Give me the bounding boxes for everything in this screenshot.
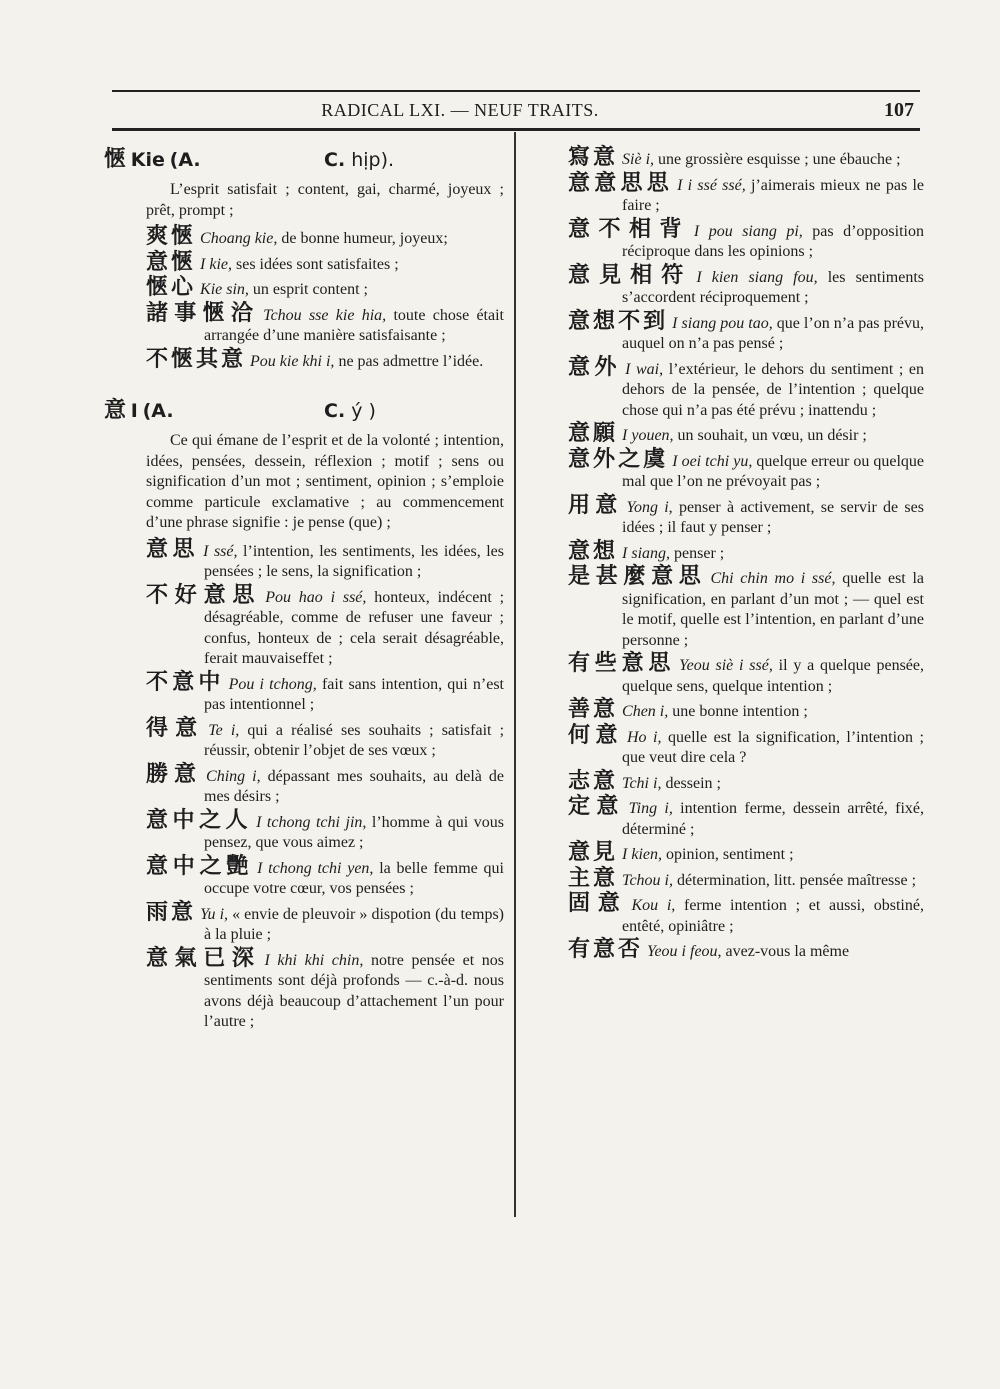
subentry bbox=[104, 582, 505, 670]
subentry bbox=[104, 853, 504, 900]
subentry-characters: 用意 bbox=[568, 492, 623, 518]
subentry-romanization: I tchong tchi yen, bbox=[257, 859, 374, 877]
subentry-characters: 意外 bbox=[568, 354, 622, 380]
headword-character: 愜 bbox=[104, 147, 127, 172]
subentry-characters: 意見相符 bbox=[568, 262, 693, 288]
annamite-reading bbox=[324, 148, 394, 172]
subentry-romanization: Choang kie, bbox=[200, 230, 278, 247]
subentry-romanization: Yeou siè i ssé, bbox=[679, 657, 773, 674]
subentry-list bbox=[104, 536, 505, 1033]
subentry-romanization: I wai, bbox=[625, 360, 664, 378]
subentry-characters: 意願 bbox=[568, 421, 619, 446]
subentry-characters: 意中之人 bbox=[146, 807, 253, 833]
subentry-characters: 意意思思 bbox=[568, 170, 674, 196]
subentry-gloss: qui a réalisé ses souhaits ; satisfait ; réussir, obtenir l’objet de ses vœux ; bbox=[204, 721, 505, 759]
headword-i bbox=[104, 399, 504, 425]
subentry-characters: 意見 bbox=[568, 840, 619, 865]
subentry-gloss: ferme intention ; et aussi, obstiné, entêté, opiniâtre ; bbox=[622, 897, 924, 935]
page-number: 107 bbox=[884, 99, 914, 121]
subentry-romanization: I pou siang pi, bbox=[693, 222, 803, 240]
subentry bbox=[568, 937, 924, 963]
subentry-characters: 意中之艷 bbox=[146, 853, 254, 879]
subentry bbox=[104, 275, 504, 301]
headword-kie bbox=[104, 148, 504, 174]
subentry-characters: 善意 bbox=[568, 697, 619, 722]
subentry-romanization: I kien siang fou, bbox=[696, 268, 818, 286]
subentry-romanization: I youen, bbox=[622, 427, 674, 444]
subentry-gloss: penser ; bbox=[674, 544, 725, 562]
subentry-gloss: l’extérieur, le dehors du sentiment ; en dehors de la pensée, de l’intention ; quelque chose qui n’a pas été prévu ; inattendu ; bbox=[622, 360, 924, 419]
annamite-reading bbox=[324, 399, 376, 423]
subentry bbox=[568, 262, 925, 309]
running-header: RADICAL LXI. — NEUF TRAITS. bbox=[321, 100, 599, 120]
subentry-gloss: j’aimerais mieux ne pas le faire ; bbox=[622, 176, 924, 214]
subentry bbox=[104, 761, 504, 808]
subentry-gloss: avez-vous la même bbox=[725, 943, 850, 960]
subentry-romanization: I siang, bbox=[622, 544, 671, 562]
subentry-gloss: la belle femme qui occupe votre cœur, vos pensées ; bbox=[204, 859, 504, 897]
subentry-gloss: il y a quelque pensée, quelque sens, quelque intention ; bbox=[622, 657, 924, 695]
subentry-gloss: dépassant mes souhaits, au delà de mes désirs ; bbox=[204, 767, 504, 805]
subentry-characters: 寫意 bbox=[568, 145, 619, 170]
subentry bbox=[568, 446, 925, 493]
annamite-prefix: (A. bbox=[169, 149, 201, 171]
subentry bbox=[568, 865, 924, 892]
subentry bbox=[568, 768, 924, 795]
subentry-gloss: quelle est la signification, en parlant d’un mot ; — quel est le motif, quelle est l’intention, en parlant d’une personne ; bbox=[622, 570, 924, 649]
subentry-gloss: toute chose était arrangée d’une manière satisfaisante ; bbox=[204, 306, 504, 344]
subentry-characters: 意思 bbox=[146, 536, 200, 562]
subentry bbox=[568, 564, 924, 651]
subentry-gloss: un esprit content ; bbox=[252, 281, 368, 298]
subentry-gloss: intention ferme, dessein arrêté, fixé, déterminé ; bbox=[622, 800, 924, 838]
subentry-characters: 定意 bbox=[568, 794, 625, 819]
subentry-gloss: l’homme à qui vous pensez, que vous aimez ; bbox=[204, 813, 504, 851]
subentry bbox=[104, 715, 505, 762]
annamite-value: ý ) bbox=[351, 400, 376, 422]
subentry-characters: 是甚麼意思 bbox=[568, 564, 707, 589]
subentry-gloss: de bonne humeur, joyeux; bbox=[281, 230, 448, 247]
subentry bbox=[568, 651, 924, 697]
subentry-characters: 爽愜 bbox=[146, 224, 197, 249]
subentry bbox=[568, 170, 924, 217]
subentry-romanization: Chen i, bbox=[622, 703, 669, 720]
subentry bbox=[104, 346, 504, 373]
subentry bbox=[568, 421, 924, 447]
annamite-c-label: C. bbox=[324, 149, 346, 171]
subentry-characters: 主意 bbox=[568, 865, 619, 891]
subentry-gloss: l’intention, les sentiments, les idées, les pensées ; le sens, la signification ; bbox=[204, 542, 505, 580]
subentry-gloss: pas d’opposition réciproque dans les opinions ; bbox=[622, 222, 924, 260]
subentry-romanization: Tchou i, bbox=[622, 871, 673, 889]
headword-character: 意 bbox=[104, 398, 127, 423]
subentry-characters: 得意 bbox=[146, 715, 205, 741]
subentry-romanization: I ssé, bbox=[203, 542, 238, 560]
subentry bbox=[104, 224, 504, 250]
subentry-romanization: Ho i, bbox=[627, 728, 662, 746]
subentry-characters: 諸事愜洽 bbox=[146, 300, 260, 326]
column-divider bbox=[514, 132, 516, 1217]
subentry-gloss: une grossière esquisse ; une ébauche ; bbox=[658, 151, 901, 168]
subentry-romanization: I siang pou tao, bbox=[672, 314, 773, 332]
subentry-gloss: fait sans intention, qui n’est pas intentionnel ; bbox=[204, 675, 505, 713]
subentry-romanization: I oei tchi yu, bbox=[672, 452, 753, 470]
subentry-list bbox=[568, 145, 925, 963]
subentry bbox=[568, 492, 924, 539]
subentry-gloss: ne pas admettre l’idée. bbox=[338, 352, 484, 370]
subentry-romanization: Chi chin mo i ssé, bbox=[710, 570, 836, 587]
subentry bbox=[104, 669, 505, 716]
subentry bbox=[568, 308, 924, 355]
left-column bbox=[104, 148, 504, 1036]
subentry-romanization: Tchi i, bbox=[622, 774, 662, 792]
subentry-romanization: Pou i tchong, bbox=[228, 675, 317, 693]
subentry-characters: 雨意 bbox=[146, 899, 197, 925]
subentry bbox=[568, 354, 924, 422]
subentry-romanization: Pou kie khi i, bbox=[250, 352, 335, 370]
subentry-romanization: Tchou sse kie hia, bbox=[263, 306, 387, 324]
right-column bbox=[568, 145, 925, 966]
subentry bbox=[568, 840, 924, 866]
subentry-characters: 固意 bbox=[568, 891, 628, 916]
subentry-characters: 不意中 bbox=[146, 669, 225, 695]
subentry-gloss: opinion, sentiment ; bbox=[666, 846, 794, 863]
subentry-characters: 勝意 bbox=[146, 761, 203, 787]
subentry bbox=[104, 807, 504, 854]
subentry-characters: 何意 bbox=[568, 722, 623, 748]
subentry bbox=[568, 697, 924, 723]
subentry-characters: 意外之虞 bbox=[568, 446, 669, 472]
subentry-romanization: Yeou i feou, bbox=[647, 943, 722, 960]
subentry-romanization: Kou i, bbox=[631, 897, 676, 914]
subentry-romanization: I kie, bbox=[200, 255, 232, 273]
subentry-romanization: Ching i, bbox=[206, 767, 261, 785]
annamite-value: hịp). bbox=[351, 149, 395, 171]
subentry bbox=[568, 538, 924, 565]
annamite-prefix: (A. bbox=[142, 400, 174, 422]
definition: L’esprit satisfait ; content, gai, charmé, joyeux ; prêt, prompt ; bbox=[146, 181, 504, 219]
subentry bbox=[568, 145, 924, 171]
subentry-characters: 意不相背 bbox=[568, 216, 690, 242]
subentry-romanization: Ting i, bbox=[628, 800, 673, 817]
subentry-romanization: I i ssé ssé, bbox=[677, 176, 746, 194]
subentry bbox=[104, 899, 504, 946]
subentry-characters: 意愜 bbox=[146, 249, 197, 275]
subentry-gloss: notre pensée et nos sentiments sont déjà profonds — c.-à-d. nous avons déjà beaucoup d’attachement l’un pour l’autre ; bbox=[204, 951, 504, 1030]
subentry bbox=[568, 216, 924, 263]
subentry-characters: 意想 bbox=[568, 538, 619, 564]
subentry-romanization: Pou hao i ssé, bbox=[265, 588, 367, 606]
subentry-gloss: quelle est la signification, l’intention ; que veut dire cela ? bbox=[622, 728, 924, 766]
subentry-list bbox=[104, 224, 504, 372]
definition: Ce qui émane de l’esprit et de la volonté ; intention, idées, pensées, dessein, réflexion ; motif ; sens ou signification d’un mot ; sentiment, opinion ; s’emploie comme particule exclamative ; au commencement d’une phrase signifie : je pense (que) ; bbox=[146, 432, 504, 531]
headword-romanization: Kie bbox=[130, 149, 165, 171]
subentry-gloss: ses idées sont satisfaites ; bbox=[236, 255, 399, 273]
subentry-gloss: détermination, litt. pensée maîtresse ; bbox=[677, 871, 917, 889]
headword-romanization: I bbox=[130, 400, 138, 422]
subentry-romanization: Kie sin, bbox=[200, 281, 249, 298]
subentry-gloss: quelque erreur ou quelque mal que l’on ne prévoyait pas ; bbox=[622, 452, 925, 490]
subentry-romanization: I khi khi chin, bbox=[264, 951, 364, 969]
header-rule bbox=[112, 128, 920, 131]
subentry-romanization: I kien, bbox=[622, 846, 662, 863]
subentry-characters: 不愜其意 bbox=[146, 346, 247, 372]
subentry bbox=[104, 536, 505, 583]
subentry-gloss: que l’on n’a pas prévu, auquel on n’a pas pensé ; bbox=[622, 314, 924, 352]
subentry-romanization: Yu i, bbox=[200, 905, 229, 923]
subentry-characters: 不好意思 bbox=[146, 582, 262, 608]
subentry-romanization: Yong i, bbox=[626, 498, 673, 516]
subentry-gloss: un souhait, un vœu, un désir ; bbox=[677, 427, 867, 444]
subentry bbox=[104, 300, 504, 347]
subentry-gloss: honteux, indécent ; désagréable, comme de refuser une faveur ; confus, honteux de ; cela serait désagréable, ferait mauvaiseffet ; bbox=[204, 588, 505, 667]
subentry-characters: 有意否 bbox=[568, 937, 644, 962]
subentry-gloss: les sentiments s’accordent réciproquement ; bbox=[622, 268, 925, 306]
subentry bbox=[104, 249, 504, 276]
subentry bbox=[568, 722, 924, 769]
entry-spacer bbox=[104, 375, 504, 399]
subentry-gloss: « envie de pleuvoir » dispotion (du temps) à la pluie ; bbox=[204, 905, 504, 943]
subentry-gloss: une bonne intention ; bbox=[672, 703, 808, 720]
subentry bbox=[568, 891, 924, 937]
subentry-characters: 有些意思 bbox=[568, 651, 676, 676]
subentry-characters: 意想不到 bbox=[568, 308, 669, 334]
annamite-c-label: C. bbox=[324, 400, 346, 422]
subentry-gloss: dessein ; bbox=[665, 774, 721, 792]
subentry-characters: 志意 bbox=[568, 768, 619, 794]
subentry-romanization: Te i, bbox=[208, 721, 240, 739]
subentry bbox=[104, 945, 504, 1033]
subentry-romanization: Siè i, bbox=[622, 151, 655, 168]
subentry bbox=[568, 794, 924, 840]
subentry-characters: 愜心 bbox=[146, 275, 197, 300]
top-rule bbox=[112, 90, 920, 92]
subentry-characters: 意氣已深 bbox=[146, 945, 261, 971]
subentry-romanization: I tchong tchi jin, bbox=[256, 813, 367, 831]
subentry-gloss: penser à activement, se servir de ses idées ; il faut y penser ; bbox=[622, 498, 924, 536]
